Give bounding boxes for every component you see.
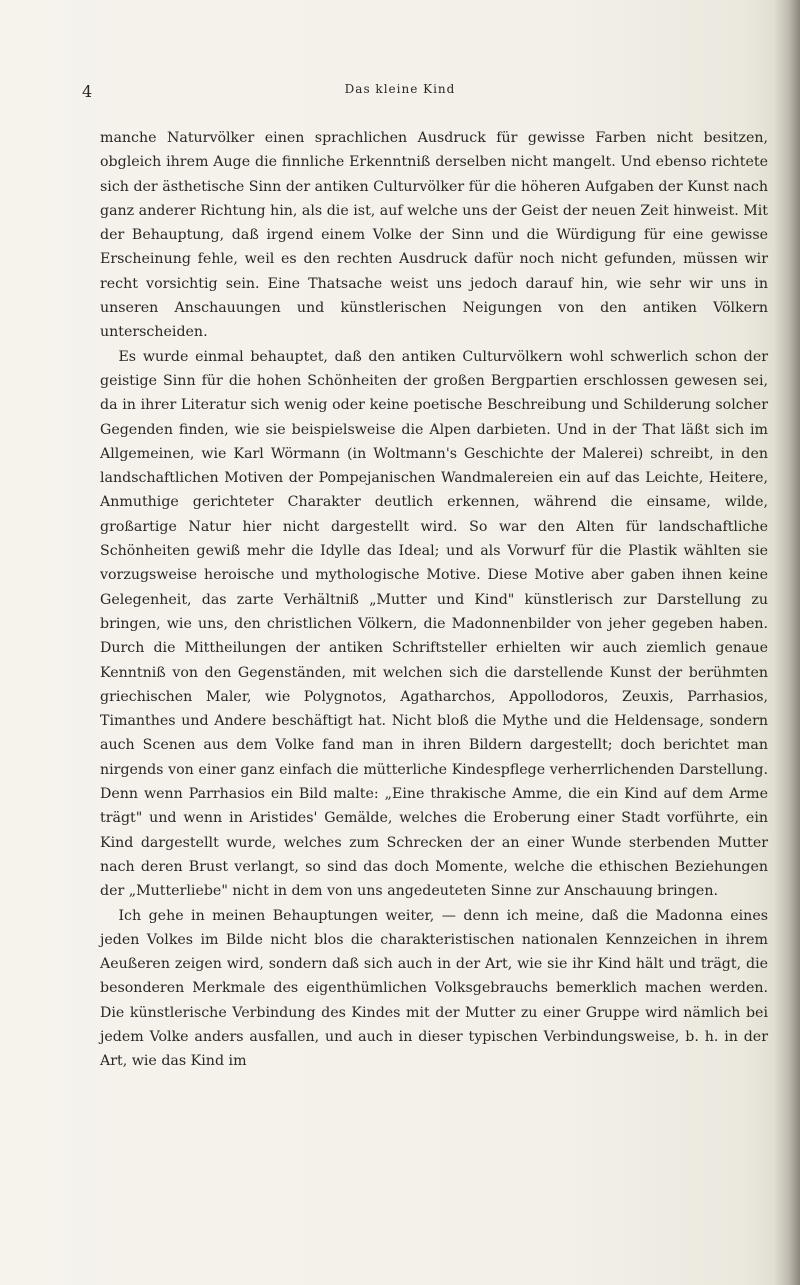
running-title: Das kleine Kind — [344, 82, 456, 96]
paragraph: Ich gehe in meinen Behauptungen weiter, — denn ich meine, daß die Madonna eines jeden Volkes im Bilde nicht blos die charakteristischen nationalen Kennzeichen in ihrem Aeußeren zeigen wird, sondern daß sich auch in der Art, wie sie ihr Kind hält und trägt, die besonderen Merkmale des eigenthümlichen Volksgebrauchs bemerklich machen werden. Die künstlerische Verbindung des Kindes mit der Mutter zu einer Gruppe wird nämlich bei jedem Volke anders ausfallen, und auch in dieser typischen Verbindungsweise, b. h. in der Art, wie das Kind im — [100, 907, 768, 1070]
paragraph: manche Naturvölker einen sprachlichen Ausdruck für gewisse Farben nicht besitzen, obgleich ihrem Auge die finnliche Erkenntniß derselben nicht mangelt. Und ebenso richtete sich der ästhetische Sinn der antiken Culturvölker für die höheren Aufgaben der Kunst nach ganz anderer Richtung hin, als die ist, auf welche uns der Geist der neuen Zeit hinweist. Mit der Behauptung, daß irgend einem Volke der Sinn und die Würdigung für eine gewisse Erscheinung fehle, weil es den rechten Ausdruck dafür noch nicht gefunden, müssen wir recht vorsichtig sein. Eine Thatsache weist uns jedoch darauf hin, wie sehr wir uns in unseren Anschauungen und künstlerischen Neigungen von den antiken Völkern unterscheiden. — [100, 130, 768, 341]
page-number: 4 — [82, 82, 93, 101]
page-edge-shadow — [774, 0, 800, 1285]
body-text — [100, 126, 768, 1074]
paragraph: Es wurde einmal behauptet, daß den antiken Culturvölkern wohl schwerlich schon der geistige Sinn für die hohen Schönheiten der großen Bergpartien erschlossen gewesen sei, da in ihrer Literatur sich wenig oder keine poetische Beschreibung und Schilderung solcher Gegenden finden, wie sie beispielsweise die Alpen darbieten. Und in der That läßt sich im Allgemeinen, wie Karl Wörmann (in Woltmann's Geschichte der Malerei) schreibt, in den landschaftlichen Motiven der Pompejanischen Wandmalereien ein auf das Leichte, Heitere, Anmuthige gerichteter Charakter deutlich erkennen, während die einsame, wilde, großartige Natur hier nicht dargestellt wird. So war den Alten für landschaftliche Schönheiten gewiß mehr die Idylle das Ideal; und als Vorwurf für die Plastik wählten sie vorzugsweise heroische und mythologische Motive. Diese Motive aber gaben ihnen keine Gelegenheit, das zarte Verhältniß „Mutter und Kind" künstlerisch zur Darstellung zu bringen, wie uns, den christlichen Völkern, die Madonnenbilder von jeher gegeben haben. Durch die Mittheilungen der antiken Schriftsteller erhielten wir auch ziemlich genaue Kenntniß von den Gegenständen, mit welchen sich die darstellende Kunst der berühmten griechischen Maler, wie Polygnotos, Agatharchos, Appollodoros, Zeuxis, Parrhasios, Timanthes und Andere beschäftigt hat. Nicht bloß die Mythe und die Heldensage, sondern auch Scenen aus dem Volke fand man in ihren Bildern dargestellt; doch berichtet man nirgends von einer ganz einfach die mütterliche Kindespflege verherrlichenden Darstellung. Denn wenn Parrhasios ein Bild malte: „Eine thrakische Amme, die ein Kind auf dem Arme trägt" und wenn in Aristides' Gemälde, welches die Eroberung einer Stadt vorführte, ein Kind dargestellt wurde, welches zum Schrecken der an einer Wunde sterbenden Mutter nach deren Brust verlangt, so sind das doch Momente, welche die ethischen Beziehungen der „Mutterliebe" nicht in dem von uns angedeuteten Sinne zur Anschauung bringen. — [100, 348, 768, 900]
